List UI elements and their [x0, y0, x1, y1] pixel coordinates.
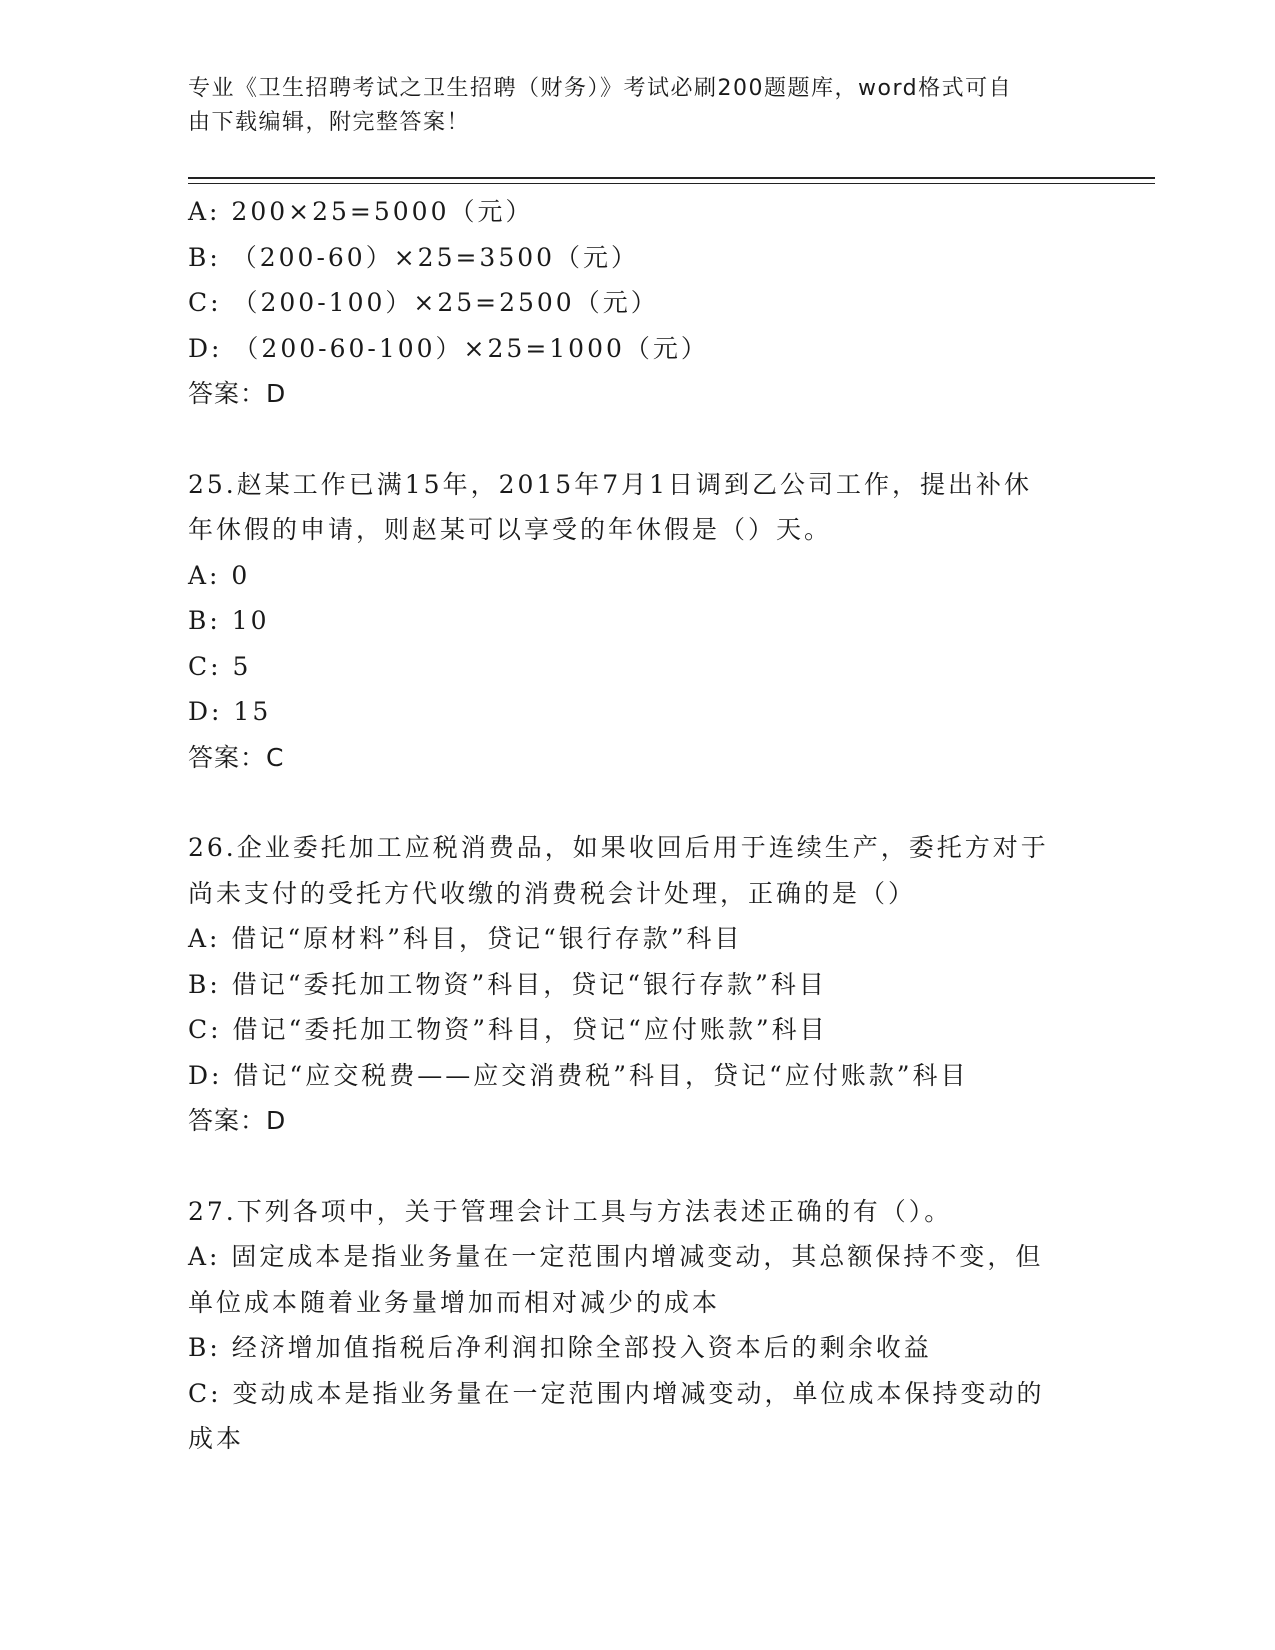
option-c: C: 借记“委托加工物资”科目，贷记“应付账款”科目: [188, 1015, 828, 1044]
option-b: B: 经济增加值指税后净利润扣除全部投入资本后的剩余收益: [188, 1333, 932, 1362]
header-title-line-2: 由下载编辑，附完整答案！: [188, 110, 471, 135]
spacer: [188, 417, 1088, 462]
answer: 答案：D: [188, 379, 287, 408]
option-c-line-1: C: 变动成本是指业务量在一定范围内增减变动，单位成本保持变动的: [188, 1378, 1045, 1408]
question-stem-line-1: 25.赵某工作已满15年，2015年7月1日调到乙公司工作，提出补休: [188, 469, 1033, 499]
header-divider-thin: [188, 183, 1155, 184]
option-c: C: 5: [188, 651, 252, 681]
header-divider-thick: [188, 177, 1155, 179]
option-a-line-2: 单位成本随着业务量增加而相对减少的成本: [188, 1287, 721, 1317]
option-a: A: 0: [188, 560, 251, 590]
spacer: [188, 1144, 1088, 1189]
option-a: A: 200×25=5000（元）: [188, 197, 534, 226]
question-stem-line-2: 尚未支付的受托方代收缴的消费税会计处理，正确的是（）: [188, 878, 917, 908]
question-25: [188, 462, 1088, 781]
option-a: A: 借记“原材料”科目，贷记“银行存款”科目: [188, 924, 743, 953]
question-stem-line-1: 26.企业委托加工应税消费品，如果收回后用于连续生产，委托方对于: [188, 833, 1049, 862]
option-c: C: （200-100）×25=2500（元）: [188, 288, 659, 317]
question-stem-line-1: 27.下列各项中，关于管理会计工具与方法表述正确的有（）。: [188, 1196, 953, 1226]
option-b: B: （200-60）×25=3500（元）: [188, 242, 640, 272]
page-header: [188, 72, 1068, 140]
option-d: D: 借记“应交税费——应交消费税”科目，贷记“应付账款”科目: [188, 1060, 969, 1090]
answer: 答案：D: [188, 1106, 287, 1135]
option-d: D: 15: [188, 697, 272, 726]
question-stem-line-2: 年休假的申请，则赵某可以享受的年休假是（）天。: [188, 515, 833, 544]
option-a-line-1: A: 固定成本是指业务量在一定范围内增减变动，其总额保持不变，但: [188, 1242, 1044, 1271]
answer: 答案：C: [188, 742, 285, 772]
header-title-line-1: 专业《卫生招聘考试之卫生招聘（财务）》考试必刷200题题库，word格式可自: [188, 76, 1013, 101]
option-c-line-2: 成本: [188, 1424, 245, 1453]
spacer: [188, 780, 1088, 825]
question-24: [188, 189, 1088, 417]
option-d: D: （200-60-100）×25=1000（元）: [188, 333, 709, 363]
question-27: [188, 1189, 1088, 1462]
question-list: [188, 189, 1088, 1462]
option-b: B: 借记“委托加工物资”科目，贷记“银行存款”科目: [188, 969, 827, 999]
question-26: [188, 825, 1088, 1144]
option-b: B: 10: [188, 606, 270, 635]
